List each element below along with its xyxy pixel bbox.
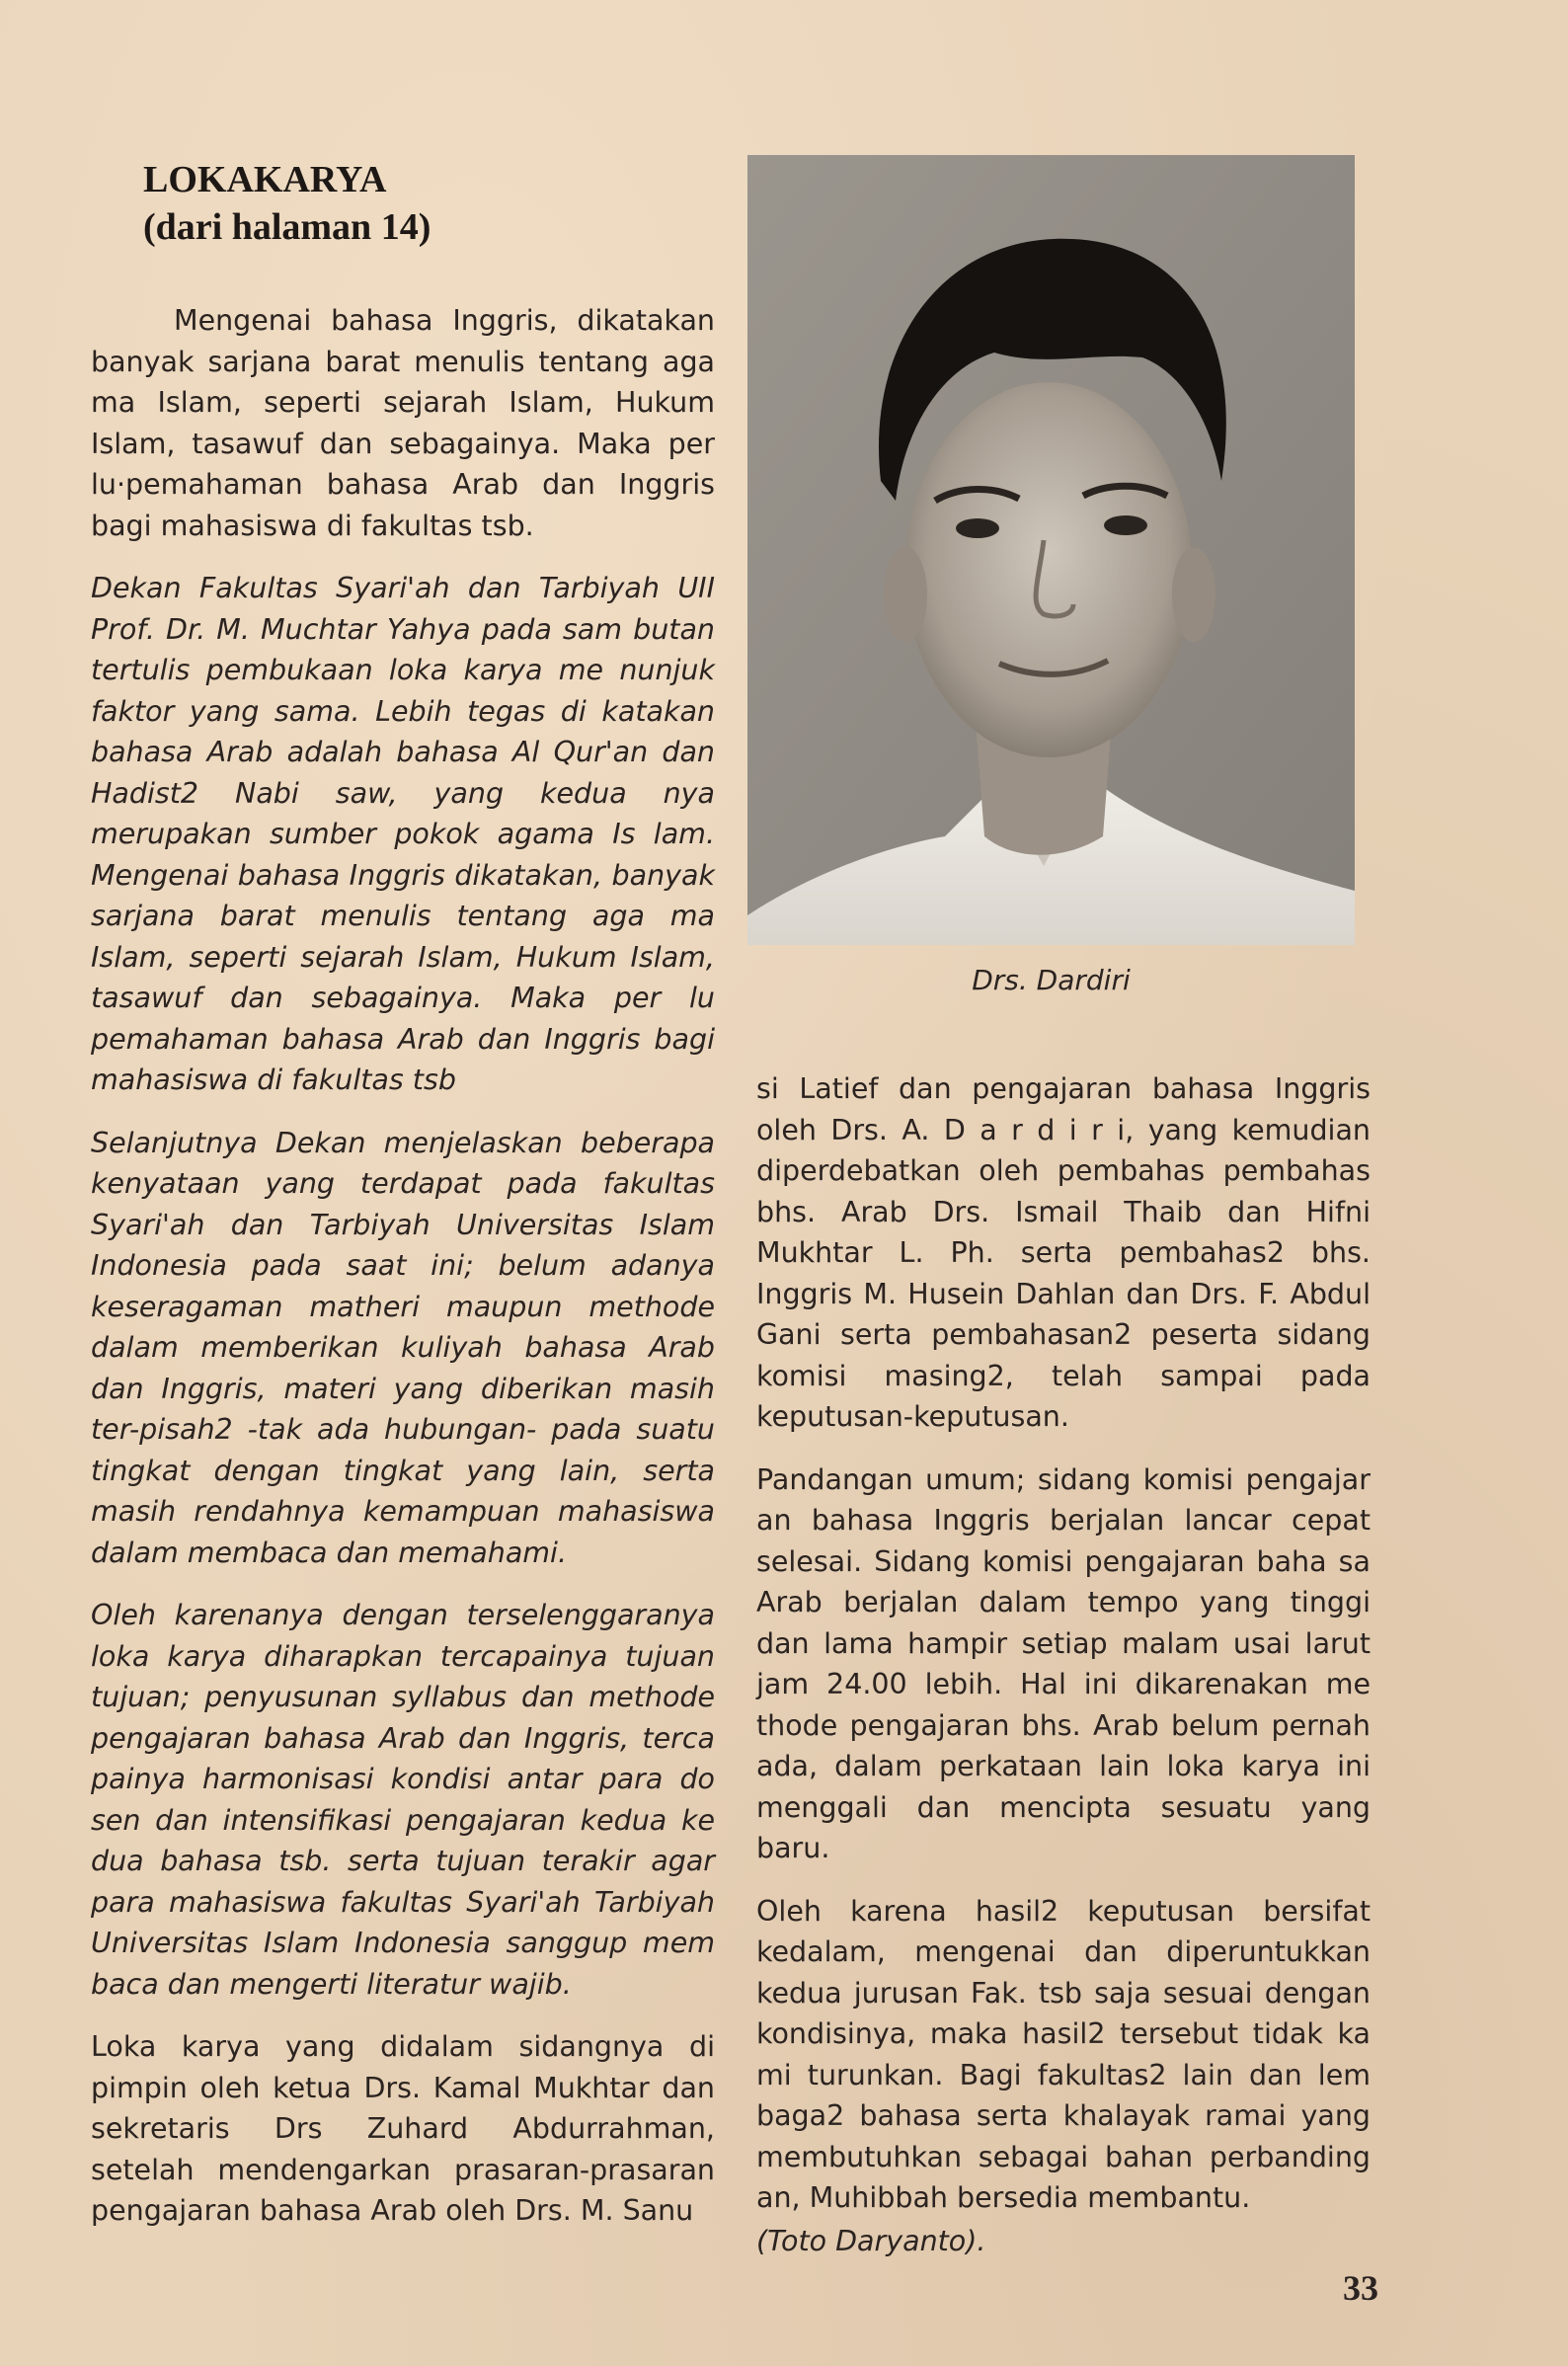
paragraph: Loka karya yang didalam sidangnya di pimpin oleh ketua Drs. Kamal Mukhtar dan sekretaris Drs Zuhard Abdurrahman, setelah mendengarkan prasaran-prasaran pengajaran bahasa Arab oleh Drs. M. Sanu xyxy=(91,2030,715,2227)
paragraph: Oleh karenanya dengan terselenggaranya loka karya diharapkan tercapainya tujuan tujuan; penyusunan syllabus dan methode pengajaran bahasa Arab dan Inggris, terca painya harmonisasi kondisi antar para do sen dan intensifikasi pengajaran kedua ke dua bahasa tsb. serta tujuan terakir agar para mahasiswa fakultas Syari'ah Tarbiyah Universitas Islam Indonesia sanggup mem baca dan mengerti literatur wajib. xyxy=(91,1599,715,2001)
article-heading xyxy=(143,156,696,251)
heading-continuation: (dari halaman 14) xyxy=(143,206,431,248)
heading-title: LOKAKARYA xyxy=(143,159,387,200)
paragraph: Oleh karena hasil2 keputusan bersifat kedalam, mengenai dan diperuntukkan kedua jurusan Fak. tsb saja sesuai dengan kondisinya, maka hasil2 tersebut tidak ka mi turunkan. Bagi fakultas2 lain dan lem baga2 bahasa serta khalayak ramai yang membutuhkan sebagai bahan perbanding an, Muhibbah bersedia membantu. xyxy=(756,1894,1371,2214)
paragraph: Pandangan umum; sidang komisi pengajar an bahasa Inggris berjalan lancar cepat selesai. Sidang komisi pengajaran baha sa Arab berjalan dalam tempo yang tinggi dan lama hampir setiap malam usai larut jam 24.00 lebih. Hal ini dikarenakan me thode pengajaran bhs. Arab belum pernah ada, dalam perkataan lain loka karya ini menggali dan mencipta sesuatu yang baru. xyxy=(756,1462,1371,1864)
paragraph: Selanjutnya Dekan menjelaskan beberapa kenyataan yang terdapat pada fakultas Syari'ah dan Tarbiyah Universitas Islam Indonesia pada saat ini; belum adanya keseragaman matheri maupun methode dalam memberikan kuliyah bahasa Arab dan Inggris, materi yang diberikan masih ter-pisah2 -tak ada hubungan- pada suatu tingkat dengan tingkat yang lain, serta masih rendahnya kemampuan mahasiswa dalam membaca dan memahami. xyxy=(91,1126,715,1569)
paragraph: Dekan Fakultas Syari'ah dan Tarbiyah UII Prof. Dr. M. Muchtar Yahya pada sam butan tertulis pembukaan loka karya me nunjuk faktor yang sama. Lebih tegas di katakan bahasa Arab adalah bahasa Al Qur'an dan Hadist2 Nabi saw, yang kedua nya merupakan sumber pokok agama Is lam. Mengenai bahasa Inggris dikatakan, banyak sarjana barat menulis tentang aga ma Islam, seperti sejarah Islam, Hukum Islam, tasawuf dan sebagainya. Maka per lu pemahaman bahasa Arab dan Inggris bagi mahasiswa di fakultas tsb xyxy=(91,572,715,1096)
right-column xyxy=(756,1068,1371,2261)
left-column xyxy=(91,300,715,2253)
paragraph: si Latief dan pengajaran bahasa Inggris oleh Drs. A. D a r d i r i, yang kemudian diperdebatkan oleh pembahas pembahas bhs. Arab Drs. Ismail Thaib dan Hifni Mukhtar L. Ph. serta pembahas2 bhs. Inggris M. Husein Dahlan dan Drs. F. Abdul Gani serta pembahasan2 peserta sidang komisi masing2, telah sampai pada keputusan-keputusan. xyxy=(756,1072,1371,1433)
author-signoff: (Toto Daryanto). xyxy=(756,2224,986,2257)
paragraph: Mengenai bahasa Inggris, dikatakan banyak sarjana barat menulis tentang aga ma Islam, seperti sejarah Islam, Hukum Islam, tasawuf dan sebagainya. Maka per lu·pemahaman bahasa Arab dan Inggris bagi mahasiswa di fakultas tsb. xyxy=(91,304,715,542)
portrait-photo xyxy=(747,155,1355,945)
photo-caption: Drs. Dardiri xyxy=(972,964,1131,996)
portrait-image xyxy=(747,155,1355,945)
page-number: 33 xyxy=(1343,2268,1378,2308)
